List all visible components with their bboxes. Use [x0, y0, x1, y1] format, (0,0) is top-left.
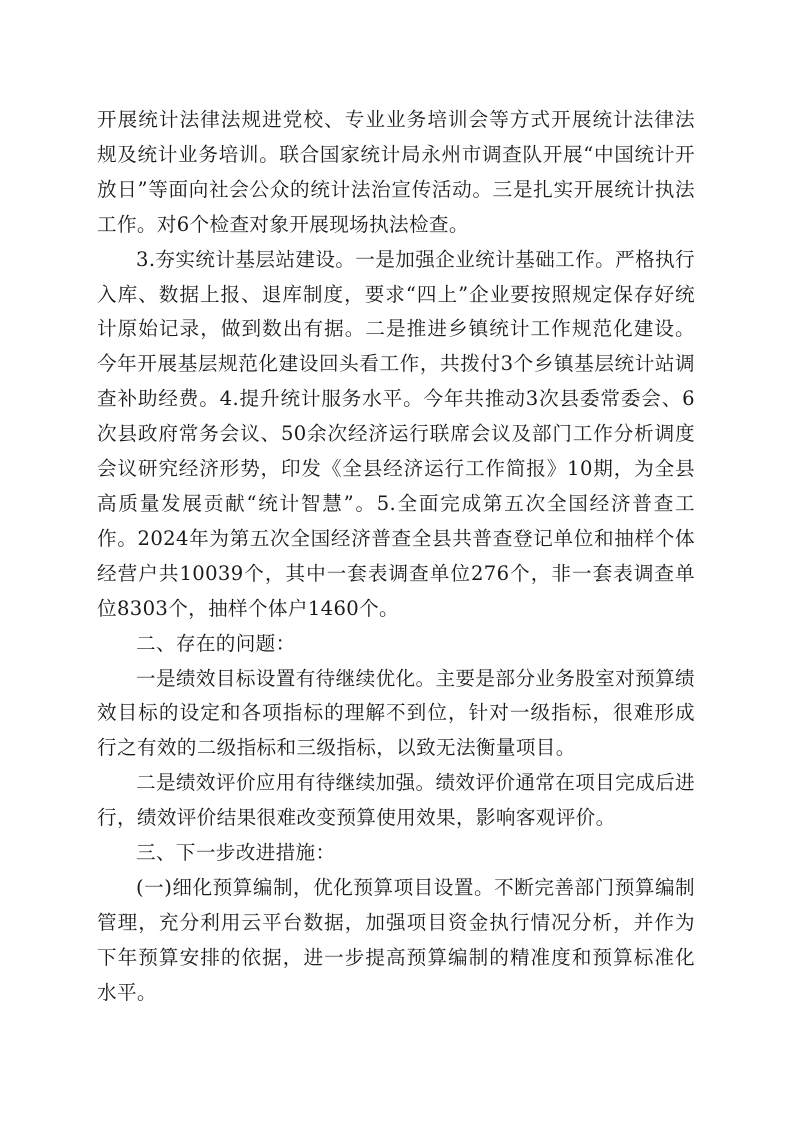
- paragraph-problem-one: 一是绩效目标设置有待继续优化。主要是部分业务股室对预算绩效目标的设定和各项指标的理解不到位，针对一级指标，很难形成行之有效的二级指标和三级指标，以致无法衡量项目。: [97, 666, 695, 760]
- section-heading-improvements: 三、下一步改进措施：: [136, 841, 336, 865]
- paragraph-improvement-one: (一)细化预算编制，优化预算项目设置。不断完善部门预算编制管理，充分利用云平台数据，加强项目资金执行情况分析，并作为下年预算安排的依据，进一步提高预算编制的精准度和预算标准化水平。: [97, 875, 695, 1004]
- paragraph-grassroots-station: 3.夯实统计基层站建设。一是加强企业统计基础工作。严格执行入库、数据上报、退库制度，要求“四上”企业要按照规定保存好统计原始记录，做到数出有据。二是推进乡镇统计工作规范化建设。今年开展基层规范化建设回头看工作，共拨付3个乡镇基层统计站调查补助经费。4.提升统计服务水平。今年共推动3次县委常委会、6次县政府常务会议、50余次经济运行联席会议及部门工作分析调度会议研究经济形势，印发《全县经济运行工作简报》10期，为全县高质量发展贡献“统计智慧”。5.全面完成第五次全国经济普查工作。2024年为第五次全国经济普查全县共普查登记单位和抽样个体经营户共10039个，其中一套表调查单位276个，非一套表调查单位8303个，抽样个体户1460个。: [97, 247, 695, 620]
- paragraph-problem-two: 二是绩效评价应用有待继续加强。绩效评价通常在项目完成后进行，绩效评价结果很难改变预算使用效果，影响客观评价。: [97, 771, 695, 830]
- document-body: [97, 103, 695, 1011]
- paragraph-statistics-training: 开展统计法律法规进党校、专业业务培训会等方式开展统计法律法规及统计业务培训。联合国家统计局永州市调查队开展“中国统计开放日”等面向社会公众的统计法治宣传活动。三是扎实开展统计执法工作。对6个检查对象开展现场执法检查。: [97, 108, 695, 236]
- section-heading-problems: 二、存在的问题：: [136, 631, 296, 655]
